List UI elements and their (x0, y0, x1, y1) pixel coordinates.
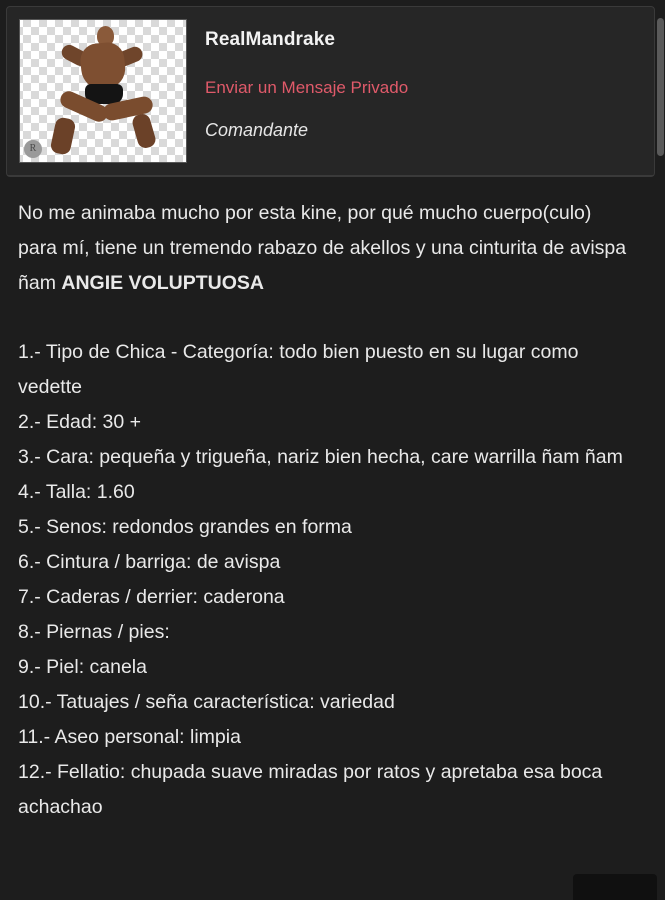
avatar-figure-calf-right (131, 112, 158, 150)
post-intro-text: No me animaba mucho por esta kine, por qué mucho cuerpo(culo) para mí, tiene un tremendo rabazo de akellos y una cinturita de avispa ñam (18, 202, 627, 294)
list-item: 6.- Cintura / barriga: de avispa (18, 551, 281, 573)
vertical-scrollbar[interactable] (655, 0, 665, 900)
list-item: 4.- Talla: 1.60 (18, 481, 135, 503)
post-intro-highlight: ANGIE VOLUPTUOSA (61, 272, 264, 294)
post-attribute-list (18, 335, 633, 825)
avatar-figure-calf-left (49, 116, 76, 155)
list-item: 5.- Senos: redondos grandes en forma (18, 516, 352, 538)
avatar-bodybuilder-image (51, 26, 155, 156)
list-item: 7.- Caderas / derrier: caderona (18, 586, 285, 608)
scrollbar-thumb[interactable] (657, 18, 664, 156)
list-item: 2.- Edad: 30 + (18, 411, 142, 433)
post-intro-paragraph (18, 196, 633, 301)
bottom-overlay-bar (573, 874, 657, 900)
watermark-badge-icon: R (24, 140, 42, 158)
author-username[interactable]: RealMandrake (205, 29, 336, 50)
author-rank: Comandante (205, 120, 309, 140)
list-item: 10.- Tatuajes / seña característica: variedad (18, 691, 395, 713)
post-content (18, 196, 633, 825)
list-item: 11.- Aseo personal: limpia (18, 726, 241, 748)
author-meta (205, 19, 408, 141)
list-item: 12.- Fellatio: chupada suave miradas por ratos y apretaba esa boca achachao (18, 761, 603, 818)
list-item: 9.- Piel: canela (18, 656, 147, 678)
list-item: 8.- Piernas / pies: (18, 621, 170, 643)
post-header-card (6, 6, 655, 177)
list-item: 1.- Tipo de Chica - Categoría: todo bien puesto en su lugar como vedette (18, 341, 579, 398)
send-private-message-link[interactable]: Enviar un Mensaje Privado (205, 78, 409, 97)
avatar[interactable] (19, 19, 187, 163)
list-item: 3.- Cara: pequeña y trigueña, nariz bien hecha, care warrilla ñam ñam (18, 446, 623, 468)
post-author-block (7, 7, 654, 176)
